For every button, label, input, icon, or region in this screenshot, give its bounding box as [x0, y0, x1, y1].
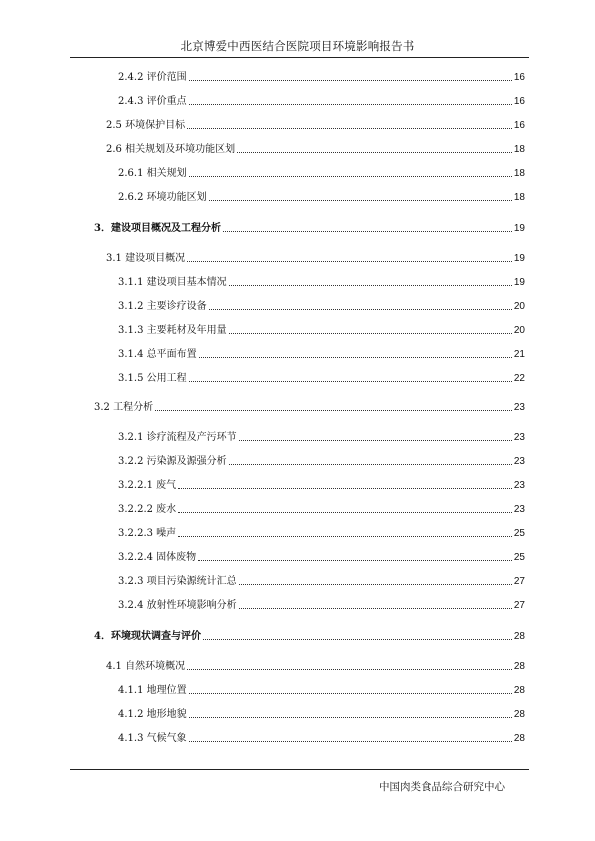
toc-page-number: 16 — [513, 96, 525, 107]
toc-page-number: 18 — [513, 192, 525, 203]
toc-entry-label: 3.2.3 项目污染源统计汇总 — [118, 576, 237, 587]
toc-entry[interactable] — [118, 474, 525, 492]
toc-page-number: 18 — [513, 144, 525, 155]
toc-dot-leader — [189, 104, 512, 105]
toc-entry[interactable] — [118, 522, 525, 540]
toc-dot-leader — [229, 333, 512, 334]
toc-entry[interactable] — [118, 450, 525, 468]
toc-entry-label: 2.6.1 相关规划 — [118, 168, 187, 179]
toc-page-number: 28 — [513, 631, 525, 642]
toc-entry-label: 3.2.4 放射性环境影响分析 — [118, 600, 237, 611]
toc-dot-leader — [209, 309, 512, 310]
toc-entry-label: 3.1.2 主要诊疗设备 — [118, 301, 207, 312]
toc-page-number: 19 — [513, 277, 525, 288]
toc-dot-leader — [178, 488, 512, 489]
toc-dot-leader — [229, 464, 512, 465]
toc-entry[interactable] — [118, 319, 525, 337]
toc-page-number: 23 — [513, 432, 525, 443]
toc-page-number: 21 — [513, 349, 525, 360]
toc-dot-leader — [237, 152, 512, 153]
toc-entry-label: 3.2.2.1 废气 — [118, 480, 177, 491]
toc-entry[interactable] — [106, 114, 525, 132]
toc-page-number: 28 — [513, 661, 525, 672]
toc-entry[interactable] — [118, 162, 525, 180]
toc-page-number: 28 — [513, 685, 525, 696]
toc-page-number: 28 — [513, 733, 525, 744]
toc-dot-leader — [209, 200, 512, 201]
page-footer-organization: 中国肉类食品综合研究中心 — [379, 781, 505, 793]
toc-entry[interactable] — [118, 66, 525, 84]
toc-dot-leader — [239, 608, 512, 609]
toc-entry[interactable] — [118, 498, 525, 516]
toc-entry-label: 3.2 工程分析 — [94, 402, 154, 413]
toc-entry[interactable] — [118, 426, 525, 444]
toc-entry-label: 3.1 建设项目概况 — [106, 253, 186, 264]
toc-entry[interactable] — [118, 727, 525, 745]
toc-entry[interactable] — [118, 594, 525, 612]
toc-entry[interactable] — [118, 90, 525, 108]
toc-entry-label: 4.1.2 地形地貌 — [118, 709, 187, 720]
toc-entry[interactable] — [118, 546, 525, 564]
toc-page-number: 23 — [513, 480, 525, 491]
toc-entry-label: 2.6 相关规划及环境功能区划 — [106, 144, 236, 155]
toc-entry-label: 3.2.2 污染源及源强分析 — [118, 456, 227, 467]
toc-entry-label: 4．环境现状调查与评价 — [94, 631, 201, 642]
toc-page-number: 25 — [513, 528, 525, 539]
toc-dot-leader — [189, 381, 512, 382]
toc-dot-leader — [203, 639, 512, 640]
toc-dot-leader — [239, 440, 512, 441]
toc-page-number: 20 — [513, 301, 525, 312]
toc-dot-leader — [199, 357, 512, 358]
toc-dot-leader — [187, 261, 512, 262]
toc-dot-leader — [178, 512, 512, 513]
toc-entry[interactable] — [106, 138, 525, 156]
toc-dot-leader — [189, 176, 512, 177]
toc-entry[interactable] — [118, 186, 525, 204]
toc-page-number: 18 — [513, 168, 525, 179]
toc-entry[interactable] — [118, 679, 525, 697]
toc-entry-label: 4.1.1 地理位置 — [118, 685, 187, 696]
toc-entry[interactable] — [118, 271, 525, 289]
toc-page-number: 27 — [513, 576, 525, 587]
toc-entry[interactable] — [106, 247, 525, 265]
toc-chapter-entry[interactable] — [94, 217, 525, 235]
toc-entry-label: 2.5 环境保护目标 — [106, 120, 186, 131]
toc-entry-label: 3.1.4 总平面布置 — [118, 349, 197, 360]
toc-dot-leader — [189, 717, 512, 718]
toc-entry-label: 3.1.5 公用工程 — [118, 373, 187, 384]
toc-page-number: 23 — [513, 456, 525, 467]
toc-dot-leader — [198, 560, 512, 561]
toc-dot-leader — [189, 741, 512, 742]
toc-entry[interactable] — [94, 396, 525, 414]
toc-entry[interactable] — [118, 343, 525, 361]
toc-dot-leader — [155, 410, 512, 411]
toc-entry-label: 3.1.1 建设项目基本情况 — [118, 277, 227, 288]
toc-page-number: 23 — [513, 402, 525, 413]
toc-dot-leader — [229, 285, 512, 286]
toc-page-number: 23 — [513, 504, 525, 515]
toc-page-number: 19 — [513, 253, 525, 264]
toc-page-number: 28 — [513, 709, 525, 720]
toc-page-number: 22 — [513, 373, 525, 384]
toc-entry[interactable] — [118, 295, 525, 313]
toc-entry-label: 3.2.2.4 固体废物 — [118, 552, 197, 563]
toc-entry-label: 2.4.2 评价范围 — [118, 72, 187, 83]
toc-page-number: 16 — [513, 120, 525, 131]
toc-dot-leader — [223, 231, 512, 232]
toc-dot-leader — [189, 693, 512, 694]
toc-entry-label: 3．建设项目概况及工程分析 — [94, 223, 221, 234]
toc-entry-label: 4.1 自然环境概况 — [106, 661, 186, 672]
toc-entry[interactable] — [118, 703, 525, 721]
toc-entry-label: 2.4.3 评价重点 — [118, 96, 187, 107]
toc-entry-label: 3.2.2.3 噪声 — [118, 528, 177, 539]
toc-entry-label: 3.1.3 主要耗材及年用量 — [118, 325, 227, 336]
toc-entry-label: 3.2.1 诊疗流程及产污环节 — [118, 432, 237, 443]
header-divider — [70, 57, 529, 58]
toc-dot-leader — [187, 669, 512, 670]
toc-page-number: 27 — [513, 600, 525, 611]
toc-chapter-entry[interactable] — [94, 625, 525, 643]
toc-entry-label: 4.1.3 气候气象 — [118, 733, 187, 744]
toc-entry[interactable] — [118, 570, 525, 588]
toc-dot-leader — [187, 128, 512, 129]
toc-entry[interactable] — [118, 367, 525, 385]
page-header-title: 北京博爱中西医结合医院项目环境影响报告书 — [180, 39, 415, 53]
toc-page-number: 19 — [513, 223, 525, 234]
toc-dot-leader — [189, 80, 512, 81]
toc-page-number: 25 — [513, 552, 525, 563]
footer-divider — [70, 769, 529, 770]
toc-dot-leader — [239, 584, 512, 585]
toc-entry-label: 2.6.2 环境功能区划 — [118, 192, 207, 203]
toc-page-number: 16 — [513, 72, 525, 83]
toc-page-number: 20 — [513, 325, 525, 336]
toc-entry[interactable] — [106, 655, 525, 673]
toc-entry-label: 3.2.2.2 废水 — [118, 504, 177, 515]
toc-dot-leader — [178, 536, 512, 537]
